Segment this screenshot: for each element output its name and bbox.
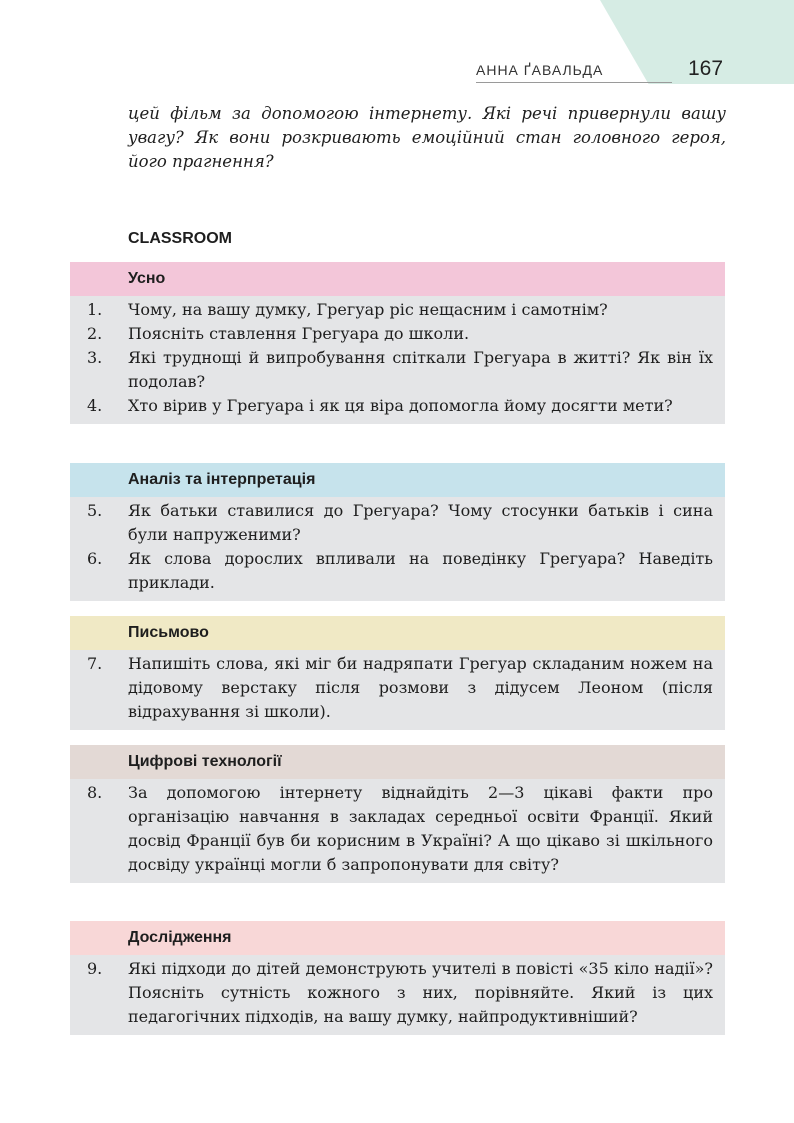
section-title: Дослідження [70, 921, 725, 955]
question-text: Як батьки ставилися до Грегуара? Чому стосунки батьків і сина були напруженими? [128, 501, 713, 544]
question-text: Які труднощі й випробування спіткали Грегуара в житті? Як він їх подолав? [128, 348, 713, 391]
section-body [70, 779, 725, 883]
question-item [70, 781, 725, 877]
question-number: 4. [87, 396, 103, 415]
question-text: Які підходи до дітей демонструють учителі в повісті «35 кіло надії»? Поясніть сутність кожного з них, порівняйте. Який із цих педагогічних підходів, на вашу думку, найпродуктивніший? [128, 959, 713, 1026]
section-title: Цифрові технології [70, 745, 725, 779]
question-number: 5. [87, 501, 103, 520]
page-number: 167 [688, 57, 724, 80]
section-oral [70, 262, 725, 424]
question-item [70, 547, 725, 595]
intro-paragraph: цей фільм за допомогою інтернету. Які речі привернули вашу увагу? Як вони розкривають емоційний стан головного героя, його прагнення? [128, 104, 726, 171]
question-number: 2. [87, 324, 103, 343]
section-body [70, 650, 725, 730]
section-digital [70, 745, 725, 883]
section-writing [70, 616, 725, 730]
question-item [70, 346, 725, 394]
question-text: Напишіть слова, які міг би надряпати Грегуар складаним ножем на дідовому верстаку після розмови з дідусем Леоном (після відрахування зі школи). [128, 654, 713, 721]
question-item [70, 957, 725, 1029]
question-number: 7. [87, 654, 103, 673]
classroom-heading: CLASSROOM [128, 230, 232, 247]
question-number: 8. [87, 783, 103, 802]
question-item [70, 652, 725, 724]
question-number: 1. [87, 300, 103, 319]
header-rule [476, 82, 672, 83]
question-item [70, 499, 725, 547]
question-text: Хто вірив у Грегуара і як ця віра допомогла йому досягти мети? [128, 396, 673, 415]
section-body [70, 296, 725, 424]
question-item [70, 298, 725, 322]
section-body [70, 955, 725, 1035]
section-analysis [70, 463, 725, 601]
question-text: Як слова дорослих впливали на поведінку Грегуара? Наведіть приклади. [128, 549, 713, 592]
running-title: АННА ҐАВАЛЬДА [476, 62, 604, 78]
section-title: Усно [70, 262, 725, 296]
section-research [70, 921, 725, 1035]
question-item [70, 322, 725, 346]
section-title: Аналіз та інтерпретація [70, 463, 725, 497]
question-text: Поясніть ставлення Грегуара до школи. [128, 324, 470, 343]
section-body [70, 497, 725, 601]
question-number: 9. [87, 959, 103, 978]
question-text: Чому, на вашу думку, Грегуар ріс нещасним і самотнім? [128, 300, 608, 319]
question-number: 3. [87, 348, 103, 367]
question-text: За допомогою інтернету віднайдіть 2—3 цікаві факти про організацію навчання в закладах середньої освіти Франції. Який досвід Франції був би корисним в Україні? А що цікаво зі шкільного досвіду українці могли б запропонувати для світу? [128, 783, 713, 874]
question-item [70, 394, 725, 418]
question-number: 6. [87, 549, 103, 568]
section-title: Письмово [70, 616, 725, 650]
